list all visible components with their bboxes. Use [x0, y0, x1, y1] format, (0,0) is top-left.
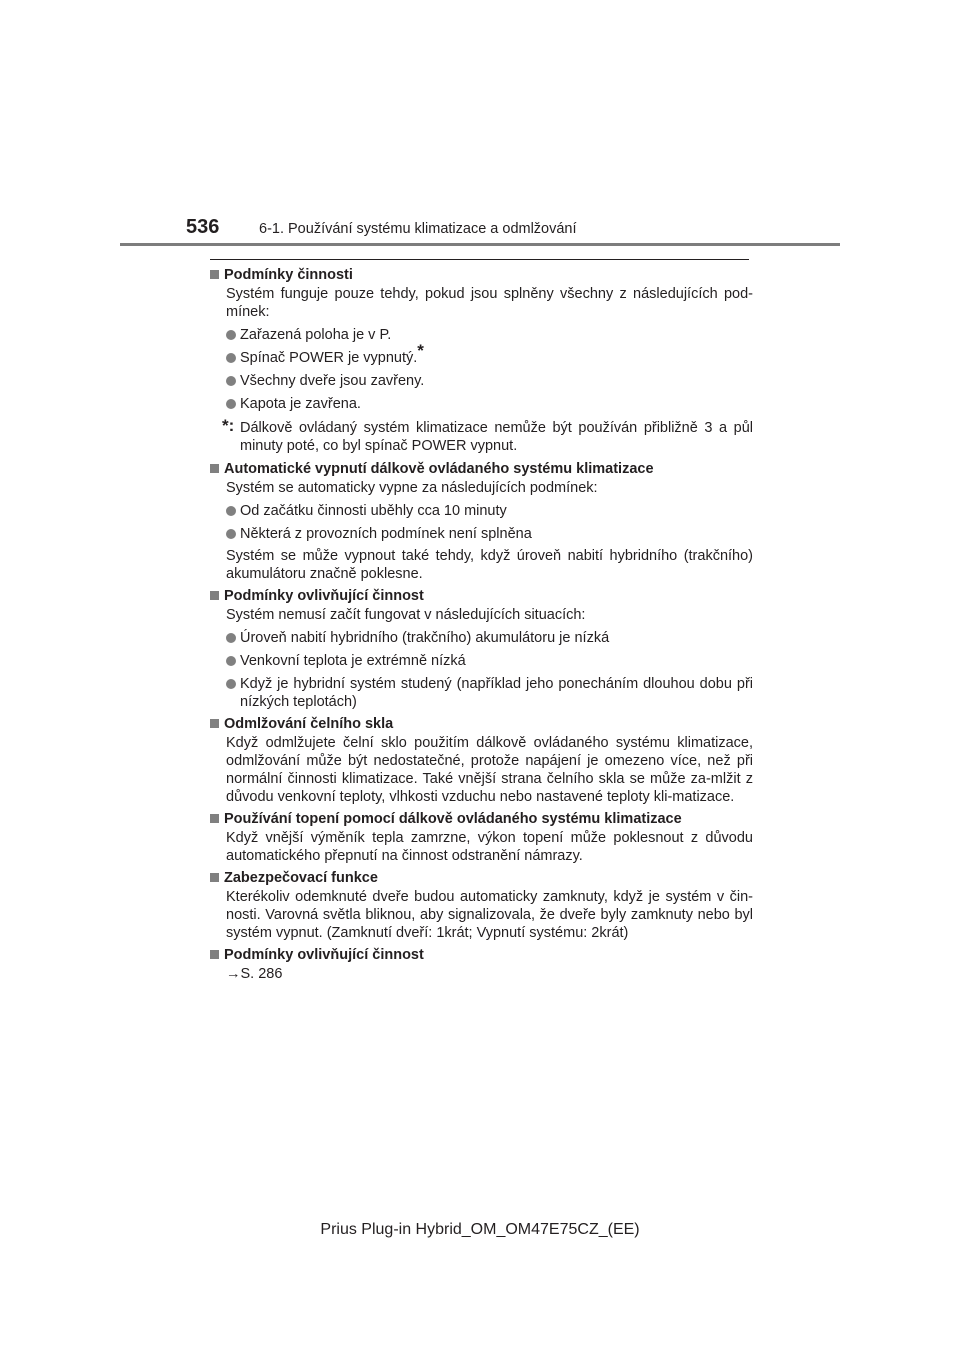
square-bullet-icon [210, 950, 219, 959]
list-item: Od začátku činnosti uběhly cca 10 minuty [210, 502, 753, 520]
circle-bullet-icon [226, 330, 236, 340]
circle-bullet-icon [226, 633, 236, 643]
square-bullet-icon [210, 591, 219, 600]
list-item: Všechny dveře jsou zavřeny. [210, 372, 753, 390]
circle-bullet-icon [226, 376, 236, 386]
list-item: Venkovní teplota je extrémně nízká [210, 652, 753, 670]
circle-bullet-icon [226, 353, 236, 363]
section-text: Když vnější výměník tepla zamrzne, výkon topení může poklesnout z důvodu automatického přepnutí na činnost odstranění námrazy. [226, 830, 753, 864]
section-heading: Zabezpečovací funkce [210, 869, 753, 887]
section-text: Systém se může vypnout také tehdy, když úroveň nabití hybridního (trakčního) akumulátoru značně poklesne. [226, 548, 753, 582]
circle-bullet-icon [226, 399, 236, 409]
list-item: Úroveň nabití hybridního (trakčního) akumulátoru je nízká [210, 629, 753, 647]
footnote-marker: *: [222, 416, 235, 435]
circle-bullet-icon [226, 679, 236, 689]
section-heading: Používání topení pomocí dálkově ovládaného systému klimatizace [210, 810, 753, 828]
content-divider [210, 259, 749, 260]
list-item: Zařazená poloha je v P. [210, 326, 753, 344]
list-item: Kapota je zavřena. [210, 395, 753, 413]
section-text: Systém funguje pouze tehdy, pokud jsou splněny všechny z následujících pod-mínek: [226, 286, 753, 320]
section-text: Když odmlžujete čelní sklo použitím dálkově ovládaného systému klimatizace, odmlžování může být nedostatečné, protože napájení je omezeno více, než při normální činnosti klimatizace. Také vnější strana čelního skla se může za-mlžit z důvodu venkovní teploty, vlhkosti vzduchu nebo nastavené teploty kli-matizace. [226, 735, 753, 805]
page-reference-link[interactable]: →S. 286 [226, 966, 283, 982]
circle-bullet-icon [226, 529, 236, 539]
header-divider [120, 243, 840, 246]
chapter-title: 6-1. Používání systému klimatizace a odmlžování [259, 221, 577, 237]
square-bullet-icon [210, 814, 219, 823]
footnote: *: Dálkově ovládaný systém klimatizace nemůže být používán přibližně 3 a půl minuty poté, co byl spínač POWER vypnut. [222, 416, 753, 454]
section-heading: Automatické vypnutí dálkově ovládaného systému klimatizace [210, 460, 753, 478]
square-bullet-icon [210, 464, 219, 473]
section-heading: Podmínky ovlivňující činnost [210, 946, 753, 964]
section-heading: Odmlžování čelního skla [210, 715, 753, 733]
square-bullet-icon [210, 270, 219, 279]
circle-bullet-icon [226, 656, 236, 666]
section-heading: Podmínky činnosti [210, 266, 753, 284]
section-text: Systém nemusí začít fungovat v následujících situacích: [226, 607, 586, 623]
section-text: Systém se automaticky vypne za následujících podmínek: [226, 480, 598, 496]
square-bullet-icon [210, 873, 219, 882]
list-item: Spínač POWER je vypnutý.* [210, 349, 753, 367]
list-item: Když je hybridní systém studený (například jeho ponecháním dlouhou dobu při nízkých teplotách) [210, 675, 753, 711]
page-content [210, 266, 753, 983]
circle-bullet-icon [226, 506, 236, 516]
section-heading: Podmínky ovlivňující činnost [210, 587, 753, 605]
footer-doc-id: Prius Plug-in Hybrid_OM_OM47E75CZ_(EE) [320, 1221, 640, 1238]
section-text: Kterékoliv odemknuté dveře budou automaticky zamknuty, když je systém v čin-nosti. Varovná světla bliknou, aby signalizovala, že dveře byly zamknuty nebo byl systém vypnut. (Zamknutí dveří: 1krát; Vypnutí systému: 2krát) [226, 889, 753, 941]
page-number: 536 [186, 216, 220, 238]
list-item: Některá z provozních podmínek není splněna [210, 525, 753, 543]
footnote-star: * [417, 341, 424, 360]
square-bullet-icon [210, 719, 219, 728]
